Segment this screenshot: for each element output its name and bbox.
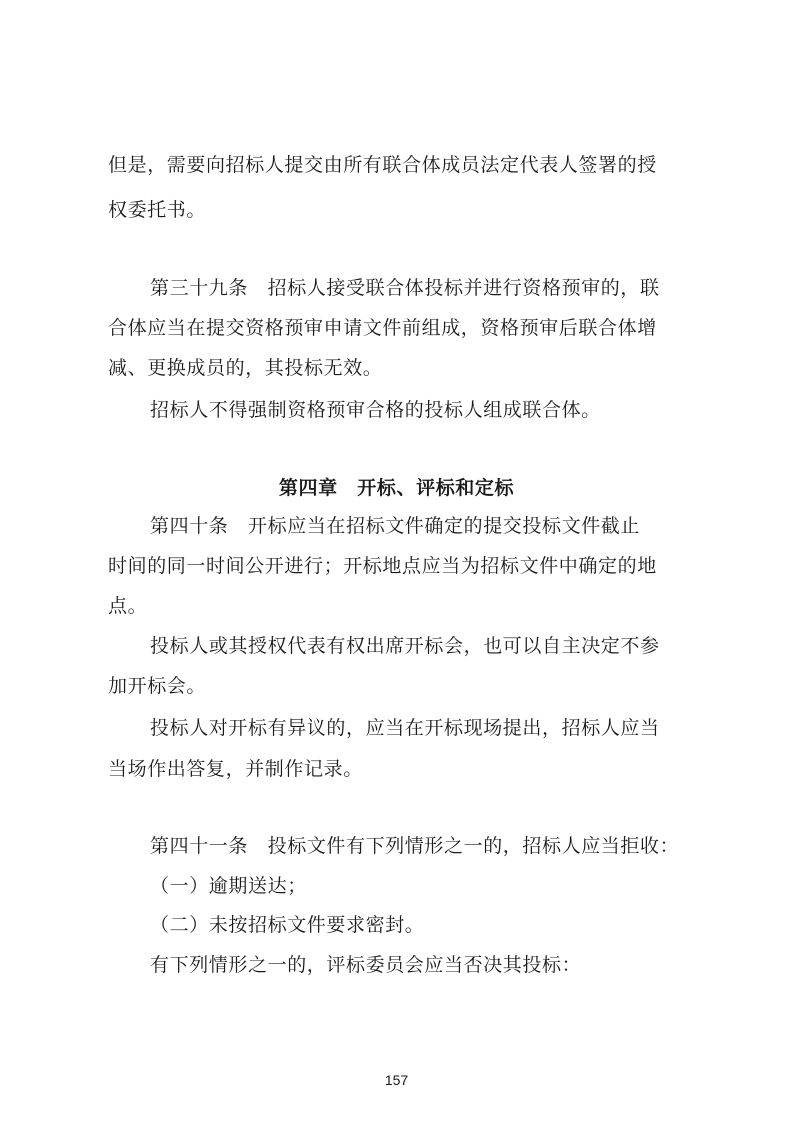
paragraph-line: 减、更换成员的，其投标无效。 xyxy=(108,357,383,379)
paragraph-line: 点。 xyxy=(108,595,148,617)
paragraph-line: 合体应当在提交资格预审申请文件前组成，资格预审后联合体增 xyxy=(108,317,657,339)
paragraph-line: 有下列情形之一的，评标委员会应当否决其投标： xyxy=(150,954,582,976)
page-number: 157 xyxy=(384,1072,409,1088)
list-item: （一）逾期送达； xyxy=(150,875,307,897)
paragraph-line: 投标人或其授权代表有权出席开标会，也可以自主决定不参 xyxy=(150,635,660,657)
article-41-line: 第四十一条 投标文件有下列情形之一的，招标人应当拒收： xyxy=(150,835,680,857)
article-40-line: 第四十条 开标应当在招标文件确定的提交投标文件截止 xyxy=(150,515,641,537)
chapter-heading: 第四章 开标、评标和定标 xyxy=(278,477,515,499)
list-item: （二）未按招标文件要求密封。 xyxy=(150,914,425,936)
paragraph-line: 投标人对开标有异议的，应当在开标现场提出，招标人应当 xyxy=(150,717,660,739)
article-39-line: 第三十九条 招标人接受联合体投标并进行资格预审的，联 xyxy=(150,277,660,299)
paragraph-line: 时间的同一时间公开进行；开标地点应当为招标文件中确定的地 xyxy=(108,555,657,577)
paragraph-line: 当场作出答复，并制作记录。 xyxy=(108,758,363,780)
paragraph-line: 加开标会。 xyxy=(108,675,207,697)
paragraph-line: 但是，需要向招标人提交由所有联合体成员法定代表人签署的授 xyxy=(108,154,657,176)
paragraph-line: 招标人不得强制资格预审合格的投标人组成联合体。 xyxy=(150,399,601,421)
paragraph-line: 权委托书。 xyxy=(108,199,207,221)
